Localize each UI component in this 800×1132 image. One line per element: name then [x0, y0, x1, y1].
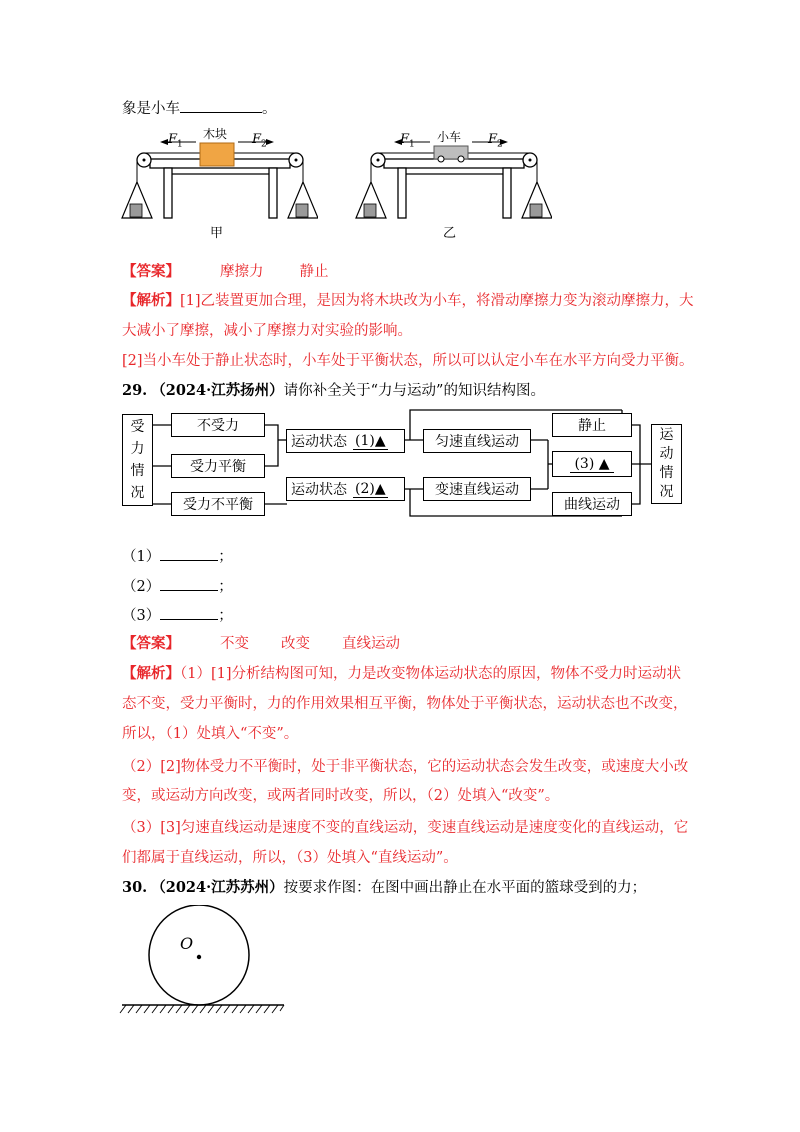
q28-analysis-1: 【解析】[1]乙装置更加合理，是因为将木块改为小车，将滑动摩擦力变为滚动摩擦力，大 — [122, 292, 694, 309]
q29-answer — [122, 634, 400, 654]
diagram-left-title: 受 力 情 况 — [122, 414, 153, 506]
q28-top-suffix: 。 — [262, 101, 277, 117]
fig-yi-cart-label: 小车 — [437, 130, 462, 144]
question-source: （2024·江苏苏州） — [151, 879, 284, 896]
motion-variable-linear: 变速直线运动 — [423, 477, 531, 501]
center-point — [197, 955, 201, 959]
q30-stem: 30. （2024·江苏苏州）按要求作图：在图中画出静止在水平面的篮球受到的力； — [122, 879, 647, 896]
q28-top-prefix: 象是小车 — [122, 101, 180, 117]
q29-blank-line-3: （3） ； — [122, 605, 233, 626]
answer-item: 改变 — [281, 636, 310, 652]
q29-blank-line-2: （2） ； — [122, 576, 233, 597]
analysis-tag: 【解析】 — [122, 292, 180, 309]
q29-stem: 29. （2024·江苏扬州）请你补全关于“力与运动”的知识结构图。 — [122, 382, 545, 399]
fig-yi-f2: $F_2$ — [488, 132, 503, 150]
wood-block — [200, 143, 234, 166]
q29-analysis-2: 态不变，受力平衡时，力的作用效果相互平衡，物体处于平衡状态，运动状态也不改变， — [122, 696, 688, 712]
blank-2: (2)▲ — [355, 480, 386, 497]
fig-jia-caption: 甲 — [210, 226, 224, 241]
analysis-tag: 【解析】 — [122, 665, 180, 682]
center-label: O — [180, 934, 194, 953]
force-case-none: 不受力 — [171, 413, 265, 437]
state-box-1: 运动状态 (1)▲ — [286, 429, 405, 453]
answer-tag: 【答案】 — [122, 635, 180, 652]
q29-analysis-6: （3）[3]匀速直线运动是速度不变的直线运动，变速直线运动是速度变化的直线运动，它 — [122, 820, 689, 836]
diagram-right-title: 运 动 情 况 — [651, 424, 682, 504]
fig-jia-f2: $F_2$ — [252, 132, 267, 150]
force-case-unbalanced: 受力不平衡 — [171, 492, 265, 516]
motion-uniform-linear: 匀速直线运动 — [423, 429, 531, 453]
q29-analysis-5: 变，或运动方向改变，或两者同时改变，所以，（2）处填入“改变”。 — [122, 788, 560, 804]
motion-static: 静止 — [552, 413, 632, 437]
q29-analysis-4: （2）[2]物体受力不平衡时，处于非平衡状态，它的运动状态会发生改变，或速度大小改 — [122, 759, 689, 775]
question-number: 29. — [122, 382, 148, 399]
answer-item: 静止 — [299, 264, 329, 280]
q28-analysis-3: [2]当小车处于静止状态时，小车处于平衡状态，所以可以认定小车在水平方向受力平衡。 — [122, 353, 694, 369]
q28-answer — [122, 262, 329, 282]
answer-tag: 【答案】 — [122, 263, 180, 280]
answer-item: 直线运动 — [342, 636, 400, 652]
q29-analysis-7: 们都属于直线运动，所以，（3）处填入“直线运动”。 — [122, 850, 458, 866]
state-box-2: 运动状态 (2)▲ — [286, 477, 405, 501]
q29-blank-line-1: （1） ； — [122, 546, 233, 567]
motion-blank-3 — [552, 451, 632, 477]
q28-analysis-2: 大减小了摩擦，减小了摩擦力对实验的影响。 — [122, 323, 412, 339]
question-number: 30. — [122, 879, 148, 896]
fig-jia-block-label: 木块 — [203, 127, 228, 141]
q29-analysis-1: 【解析】（1）[1]分析结构图可知，力是改变物体运动状态的原因，物体不受力时运动状 — [122, 665, 682, 682]
blank-3: (3) ▲ — [570, 456, 613, 473]
basketball-figure — [118, 905, 298, 1025]
question-source: （2024·江苏扬州） — [151, 382, 284, 399]
answer-item: 不变 — [220, 636, 249, 652]
blank-1: (1)▲ — [355, 432, 386, 449]
force-case-balanced: 受力平衡 — [171, 454, 265, 478]
motion-curve: 曲线运动 — [552, 492, 632, 516]
fig-yi-caption: 乙 — [443, 226, 457, 241]
fig-yi-f1: $F_1$ — [400, 132, 415, 150]
q29-analysis-3: 所以，（1）处填入“不变”。 — [122, 726, 299, 742]
answer-item: 摩擦力 — [220, 264, 264, 280]
q28-top-line — [122, 98, 277, 119]
answer-blank — [180, 98, 262, 113]
fig-jia-f1: $F_1$ — [168, 132, 183, 150]
